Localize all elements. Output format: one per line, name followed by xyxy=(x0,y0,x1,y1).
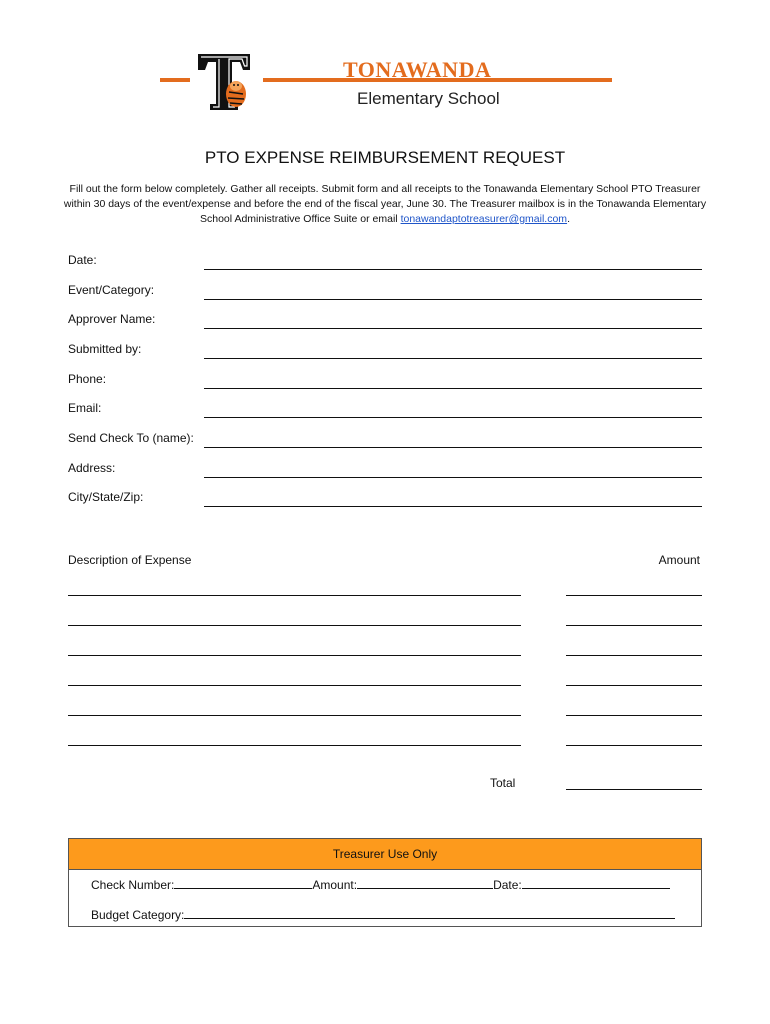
instructions-text: Fill out the form below completely. Gather all receipts. Submit form and all receipts to the Tonawanda Elementary School PTO Treasurer within 30 days of the event/expense and before the end of the fiscal year, June 30. The Treasurer mailbox is in the Tonawanda Elementary School Administrative Office Suite or email xyxy=(63,183,707,225)
school-subtitle: Elementary School xyxy=(357,89,500,108)
field-label: Approver Name: xyxy=(68,312,156,326)
treasurer-row-budget xyxy=(91,906,675,922)
amount-label: Amount: xyxy=(312,878,358,892)
expense-description-line[interactable] xyxy=(68,655,521,656)
phone-input[interactable] xyxy=(204,388,702,389)
treasurer-date-input[interactable] xyxy=(522,876,670,889)
expense-amount-line[interactable] xyxy=(566,595,702,596)
instructions-end: . xyxy=(567,213,570,225)
submitted-by-input[interactable] xyxy=(204,358,702,359)
field-label: Address: xyxy=(68,461,116,475)
date-input[interactable] xyxy=(204,269,702,270)
treasurer-header: Treasurer Use Only xyxy=(69,839,701,870)
expense-description-line[interactable] xyxy=(68,745,521,746)
instructions xyxy=(62,182,708,227)
budget-category-input[interactable] xyxy=(184,906,675,919)
description-header: Description of Expense xyxy=(68,553,192,567)
field-phone xyxy=(68,369,702,389)
expense-description-line[interactable] xyxy=(68,715,521,716)
expense-amount-line[interactable] xyxy=(566,685,702,686)
expense-amount-line[interactable] xyxy=(566,715,702,716)
field-event-category xyxy=(68,280,702,300)
expense-amount-line[interactable] xyxy=(566,655,702,656)
total-amount-line[interactable] xyxy=(566,789,702,790)
expense-description-line[interactable] xyxy=(68,625,521,626)
page-title: PTO EXPENSE REIMBURSEMENT REQUEST xyxy=(204,148,566,167)
field-label: Date: xyxy=(68,253,97,267)
field-label: City/State/Zip: xyxy=(68,490,144,504)
field-send-check-to xyxy=(68,428,702,448)
check-number-input[interactable] xyxy=(174,876,312,889)
field-date xyxy=(68,250,702,270)
school-name: TONAWANDA xyxy=(343,57,492,82)
treasurer-use-only-box xyxy=(68,838,702,927)
field-label: Event/Category: xyxy=(68,283,155,297)
amount-input[interactable] xyxy=(357,876,493,889)
field-label: Send Check To (name): xyxy=(68,431,194,445)
total-label: Total xyxy=(490,776,516,790)
field-label: Submitted by: xyxy=(68,342,142,356)
amount-header: Amount xyxy=(658,553,700,567)
field-label: Email: xyxy=(68,401,102,415)
logo-accent-bar-left xyxy=(160,78,190,82)
expense-description-line[interactable] xyxy=(68,685,521,686)
address-input[interactable] xyxy=(204,477,702,478)
expense-amount-line[interactable] xyxy=(566,745,702,746)
tiger-t-logo-icon xyxy=(196,52,252,112)
treasurer-row-check xyxy=(91,876,670,892)
send-check-to-input[interactable] xyxy=(204,447,702,448)
field-email xyxy=(68,398,702,418)
budget-category-label: Budget Category: xyxy=(91,908,185,922)
event-category-input[interactable] xyxy=(204,299,702,300)
treasurer-email-link[interactable]: tonawandaptotreasurer@gmail.com xyxy=(400,213,568,225)
city-state-zip-input[interactable] xyxy=(204,506,702,507)
field-submitted-by xyxy=(68,339,702,359)
field-approver-name xyxy=(68,309,702,329)
expense-description-line[interactable] xyxy=(68,595,521,596)
field-city-state-zip xyxy=(68,487,702,507)
expense-amount-line[interactable] xyxy=(566,625,702,626)
check-number-label: Check Number: xyxy=(91,878,175,892)
approver-name-input[interactable] xyxy=(204,328,702,329)
school-logo xyxy=(160,50,612,114)
email-input[interactable] xyxy=(204,417,702,418)
field-address xyxy=(68,458,702,478)
date-label: Date: xyxy=(493,878,522,892)
field-label: Phone: xyxy=(68,372,107,386)
